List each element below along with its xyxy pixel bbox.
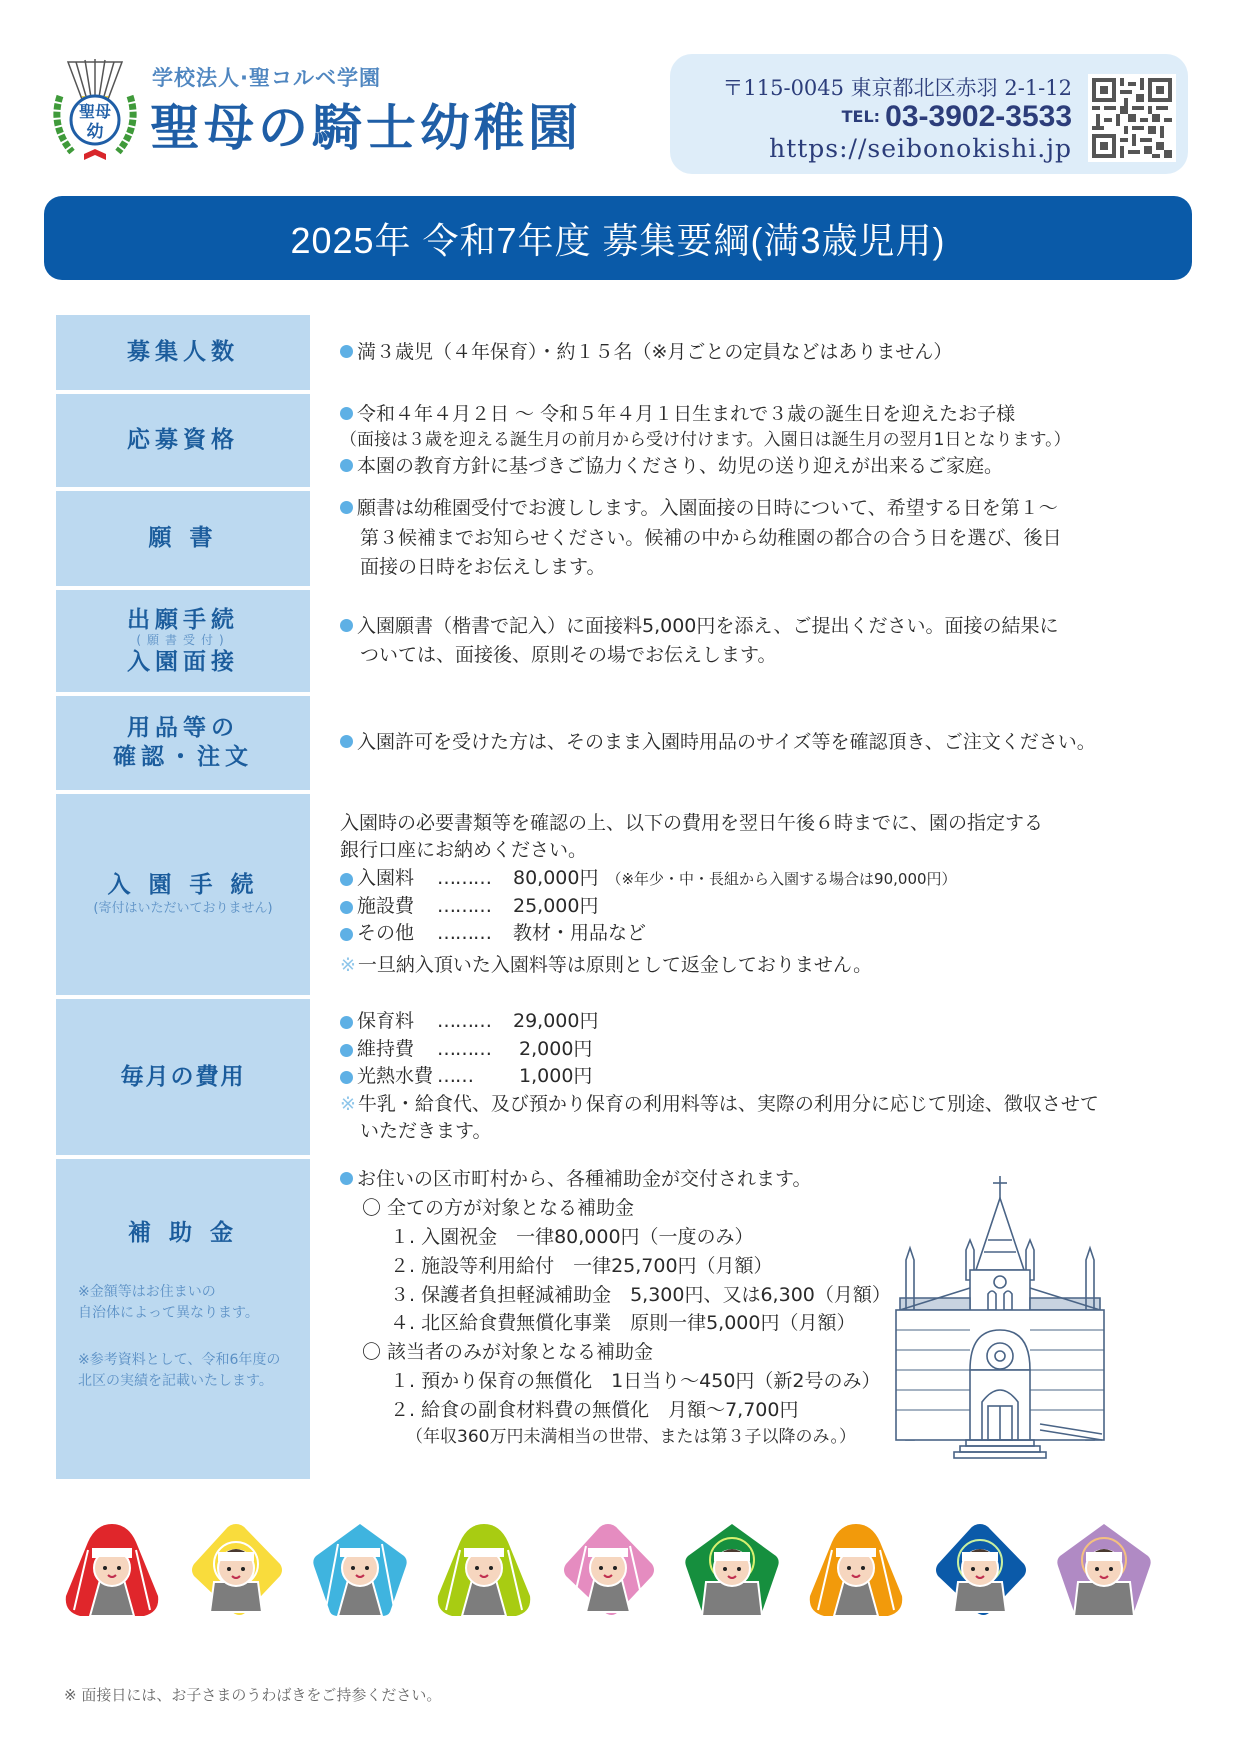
note-mark-icon: ※ bbox=[340, 953, 356, 976]
row-label: 補 助 金 bbox=[127, 1220, 238, 1246]
row-capacity bbox=[56, 315, 1206, 390]
row-supplies bbox=[56, 696, 1206, 790]
list-item: 入園許可を受けた方は、そのまま入園時用品のサイズ等を確認頂き、ご注文ください。 bbox=[340, 728, 1206, 757]
list-item: 本園の教育方針に基づきご協力くださり、幼児の送り迎えが出来るご家庭。 bbox=[340, 453, 1206, 481]
nun-mascot-icon bbox=[680, 1520, 784, 1624]
row-enrollment bbox=[56, 794, 1206, 995]
subsidy-group-title: 〇 全ての方が対象となる補助金 bbox=[362, 1196, 635, 1219]
text-line: 入園時の必要書類等を確認の上、以下の費用を翌日午後６時までに、園の指定する bbox=[340, 811, 1044, 834]
website-link[interactable]: https://seibonokishi.jp bbox=[769, 134, 1072, 163]
bullet-icon bbox=[340, 1044, 353, 1057]
bullet-icon bbox=[340, 1172, 353, 1185]
bullet-icon bbox=[340, 1071, 353, 1084]
list-item: 令和４年４月２日 ～ 令和５年４月１日生まれで３歳の誕生日を迎えたお子様 bbox=[340, 401, 1206, 429]
subsidy-group-title: 〇 該当者のみが対象となる補助金 bbox=[362, 1341, 654, 1364]
school-name: 聖母の騎士幼稚園 bbox=[150, 98, 582, 157]
row-content bbox=[340, 696, 1206, 790]
row-label: 用品等の bbox=[127, 715, 239, 742]
subsidy-item: ３. 保護者負担軽減補助金 5,300円、又は6,300（月額） bbox=[390, 1283, 891, 1306]
fee-item: 施設費 ……… 25,000円 bbox=[340, 893, 1206, 921]
telephone bbox=[842, 100, 1072, 134]
row-procedure bbox=[56, 590, 1206, 692]
subsidy-item: １. 入園祝金 一律80,000円（一度のみ） bbox=[390, 1225, 754, 1248]
row-header bbox=[56, 491, 310, 586]
svg-text:幼: 幼 bbox=[86, 122, 104, 142]
nun-mascot-icon bbox=[1052, 1520, 1156, 1624]
row-header bbox=[56, 794, 310, 995]
row-label: 応募資格 bbox=[127, 427, 239, 454]
bullet-icon bbox=[340, 1016, 353, 1029]
nun-mascot-icon bbox=[556, 1520, 660, 1624]
tel-label: TEL: bbox=[841, 107, 881, 126]
contact-box bbox=[670, 54, 1188, 174]
bullet-icon bbox=[340, 501, 353, 514]
note-mark-icon: ※ bbox=[340, 1092, 356, 1115]
row-label: 出願手続 bbox=[127, 606, 239, 633]
subsidy-item: ２. 給食の副食材料費の無償化 月額～7,700円 bbox=[390, 1399, 799, 1421]
row-monthly-fees bbox=[56, 999, 1206, 1155]
bullet-icon bbox=[340, 619, 353, 632]
row-content bbox=[340, 315, 1206, 390]
row-header bbox=[56, 590, 310, 692]
nun-mascot-icon bbox=[184, 1520, 288, 1624]
row-application-form bbox=[56, 491, 1206, 586]
row-header bbox=[56, 315, 310, 390]
tel-number[interactable]: 03-3902-3533 bbox=[885, 100, 1072, 133]
footnote: ※ 面接日には、お子さまのうわばきをご持参ください。 bbox=[64, 1686, 442, 1704]
mascot-row bbox=[60, 1520, 1190, 1630]
text-line: いただきます。 bbox=[360, 1120, 492, 1143]
row-label: 入園面接 bbox=[127, 648, 239, 675]
nun-mascot-icon bbox=[804, 1520, 908, 1624]
row-sublabel: (願書受付) bbox=[136, 633, 230, 648]
nun-mascot-icon bbox=[432, 1520, 536, 1624]
note-text: （面接は３歳を迎える誕生月の前月から受け付けます。入園日は誕生月の翌月1日となります。） bbox=[340, 430, 1071, 451]
subsidy-note: （年収360万円未満相当の世帯、または第３子以降のみ。） bbox=[406, 1426, 856, 1447]
bullet-icon bbox=[340, 735, 353, 748]
page-title-bar bbox=[44, 196, 1192, 280]
nun-mascot-icon bbox=[928, 1520, 1032, 1624]
bullet-icon bbox=[340, 345, 353, 358]
subsidy-notes: ※金額等はお住まいの 自治体によって異なります。 ※参考資料として、令和6年度の 北区の実績を記載いたします。 bbox=[78, 1283, 281, 1389]
nun-mascot-icon bbox=[60, 1520, 164, 1624]
qr-code-icon[interactable] bbox=[1088, 74, 1176, 162]
row-content bbox=[340, 794, 1206, 995]
row-sublabel: (寄付はいただいておりません) bbox=[93, 900, 273, 916]
row-header bbox=[56, 394, 310, 487]
text-line: 面接の日時をお伝えします。 bbox=[360, 556, 606, 579]
bullet-icon bbox=[340, 928, 353, 941]
subsidy-item: ２. 施設等利用給付 一律25,700円（月額） bbox=[390, 1254, 773, 1277]
list-item: 入園願書（楷書で記入）に面接料5,000円を添え、ご提出ください。面接の結果に bbox=[340, 612, 1206, 641]
row-content bbox=[340, 491, 1206, 586]
list-item: 願書は幼稚園受付でお渡しします。入園面接の日時について、希望する日を第１～ bbox=[340, 494, 1206, 523]
row-label: 募集人数 bbox=[127, 339, 239, 366]
bullet-icon bbox=[340, 459, 353, 472]
row-header bbox=[56, 696, 310, 790]
notice: ※ 牛乳・給食代、及び預かり保育の利用料等は、実際の利用分に応じて別途、徴収させて bbox=[340, 1092, 1099, 1115]
row-content bbox=[340, 590, 1206, 692]
row-label: 確認・注文 bbox=[113, 744, 253, 770]
row-label: 願 書 bbox=[148, 525, 218, 552]
row-content bbox=[340, 394, 1206, 487]
subsidy-item: １. 預かり保育の無償化 1日当り～450円（新2号のみ） bbox=[390, 1370, 881, 1393]
fee-item: 光熱水費 …… 1,000円 bbox=[340, 1063, 1206, 1091]
row-label: 毎月の費用 bbox=[120, 1063, 246, 1090]
text-line: 銀行口座にお納めください。 bbox=[340, 839, 588, 862]
notice: ※ 一旦納入頂いた入園料等は原則として返金しておりません。 bbox=[340, 953, 873, 976]
nun-mascot-icon bbox=[308, 1520, 412, 1624]
text-line: ついては、面接後、原則その場でお伝えします。 bbox=[360, 644, 777, 666]
school-logo bbox=[46, 56, 144, 162]
list-item: お住いの区市町村から、各種補助金が交付されます。 bbox=[340, 1165, 1206, 1194]
page-title: 2025年 令和7年度 募集要綱(満3歳児用) bbox=[290, 219, 946, 261]
bullet-icon bbox=[340, 407, 353, 420]
org-subtitle: 学校法人·聖コルベ学園 bbox=[152, 66, 381, 90]
bullet-icon bbox=[340, 873, 353, 886]
fee-item: その他 ……… 教材・用品など bbox=[340, 920, 1206, 948]
fee-item: 維持費 ……… 2,000円 bbox=[340, 1036, 1206, 1064]
list-item: 満３歳児（４年保育）・約１５名（※月ごとの定員などはありません） bbox=[340, 338, 1206, 367]
row-eligibility bbox=[56, 394, 1206, 487]
row-header bbox=[56, 999, 310, 1155]
subsidy-item: ４. 北区給食費無償化事業 原則一律5,000円（月額） bbox=[390, 1312, 856, 1335]
svg-text:聖母: 聖母 bbox=[78, 102, 112, 121]
fee-item: 入園料 ……… 80,000円 （※年少・中・長組から入園する場合は90,000円） bbox=[340, 865, 1206, 893]
row-header bbox=[56, 1159, 310, 1479]
bullet-icon bbox=[340, 901, 353, 914]
address: 〒115-0045 東京都北区赤羽 2-1-12 bbox=[722, 76, 1072, 100]
row-label: 入 園 手 続 bbox=[107, 872, 259, 899]
church-illustration bbox=[890, 1170, 1130, 1470]
row-content bbox=[340, 999, 1206, 1155]
fee-item: 保育料 ……… 29,000円 bbox=[340, 1008, 1206, 1036]
text-line: 第３候補までお知らせください。候補の中から幼稚園の都合の合う日を選び、後日 bbox=[360, 526, 1062, 549]
